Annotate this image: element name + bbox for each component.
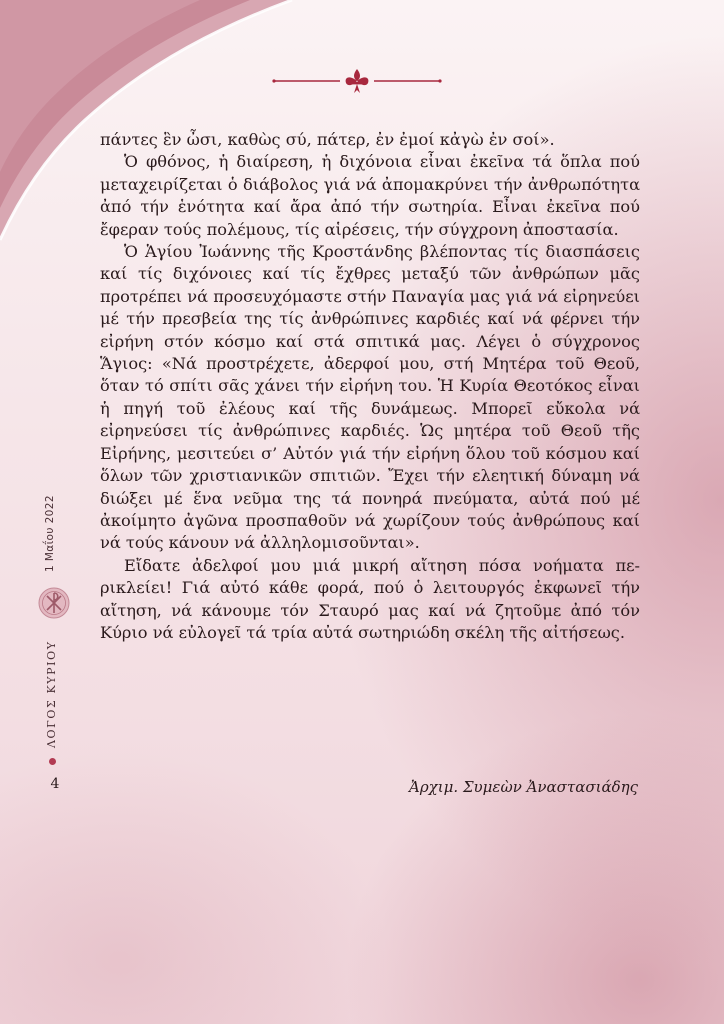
fleur-de-lis-ornament-icon [272,66,442,96]
article-paragraph: Εἴδατε ἀδελφοί μου μιά μικρή αἴτηση πόσα νοήματα περικλείει! Γιά αὐτό κάθε φορά, πού ὁ λειτουργός ἐκφωνεῖ τήν αἴτηση, νά κάνουμε τόν Σταυρό μας καί νά ζητοῦμε ἀπό τόν Κύριο νά εὐλογεῖ τά τρία αὐτά σωτηριώδη σκέλη τῆς αἰτήσεως. [100,555,640,642]
red-dot-icon [49,758,56,765]
publication-title: ΛΟΓΟΣ ΚΥΡΙΟΥ [45,640,58,748]
chi-rho-seal-icon [38,587,70,619]
article-paragraph: Ὁ Ἁγίου Ἰωάννης τῆς Κροστάνδης βλέποντας τίς διασπάσεις καί τίς διχόνοιες καί τίς ἔχθρες μεταξύ τῶν ἀνθρώπων μᾶς προτρέπει νά προσευχόμαστε στήν Παναγία μας γιά νά εἰρηνεύει μέ τήν πρεσβεία της τίς ἀνθρώπινες καρδιές καί νά φέρνει τήν εἰρήνη στόν κόσμο καί στά σπιτικά μας. Λέγει ὁ σύγχρονος Ἅγιος: «Νά προστρέχετε, ἀδερφοί μου, στή Μητέρα τοῦ Θεοῦ, ὅταν τό σπίτι σᾶς χάνει τήν εἰρήνη του. Ἡ Κυρία Θεοτόκος εἶναι ἡ πηγή τοῦ ἐλέους καί τῆς δυνάμεως. Μπορεῖ εὔκολα νά εἰρηνεύσει τίς ἀνθρώπινες καρδιές. Ὡς μητέρα τοῦ Θεοῦ τῆς Εἰρήνης, μεσιτεύει σ’ Αὐτόν γιά τήν εἰρήνη ὅλου τοῦ κόσμου καί ὅλων τῶν χριστιανικῶν σπιτιῶν. Ἔχει τήν ελεητική δύναμη νά διώξει μέ ἕνα νεῦμα της τά πονηρά πνεύματα, αὐτά πού μέ ἀκοίμητο ἀγῶνα προσπαθοῦν νά χωρίζουν τούς ἀνθρώπους καί νά τούς κάνουν νά ἀλληλομισοῦνται». [100,242,640,553]
article-paragraph: πάντες ἓν ὦσι, καθὼς σύ, πάτερ, ἐν ἐμοί κἀγὼ ἐν σοί». [100,130,555,149]
article-paragraph: Ὁ φθόνος, ἡ διαίρεση, ἡ διχόνοια εἶναι ἐκεῖνα τά ὅπλα πού μεταχειρίζεται ὁ διάβολος γιά νά ἀπομακρύνει τήν ἀνθρωπότητα ἀπό τήν ἑνότητα καί ἄρα ἀπό τήν σωτηρία. Εἶναι ἐκεῖνα πού ἔφεραν τούς πολέμους, τίς αἱρέσεις, τήν σύγχρονη ἀποστασία. [100,152,640,239]
author-signature: Ἀρχιμ. Συμεὼν Ἀναστασιάδης [409,778,638,796]
issue-date: 1 Μαΐου 2022 [44,495,56,572]
page-number: 4 [50,776,60,792]
article-body [100,129,640,644]
